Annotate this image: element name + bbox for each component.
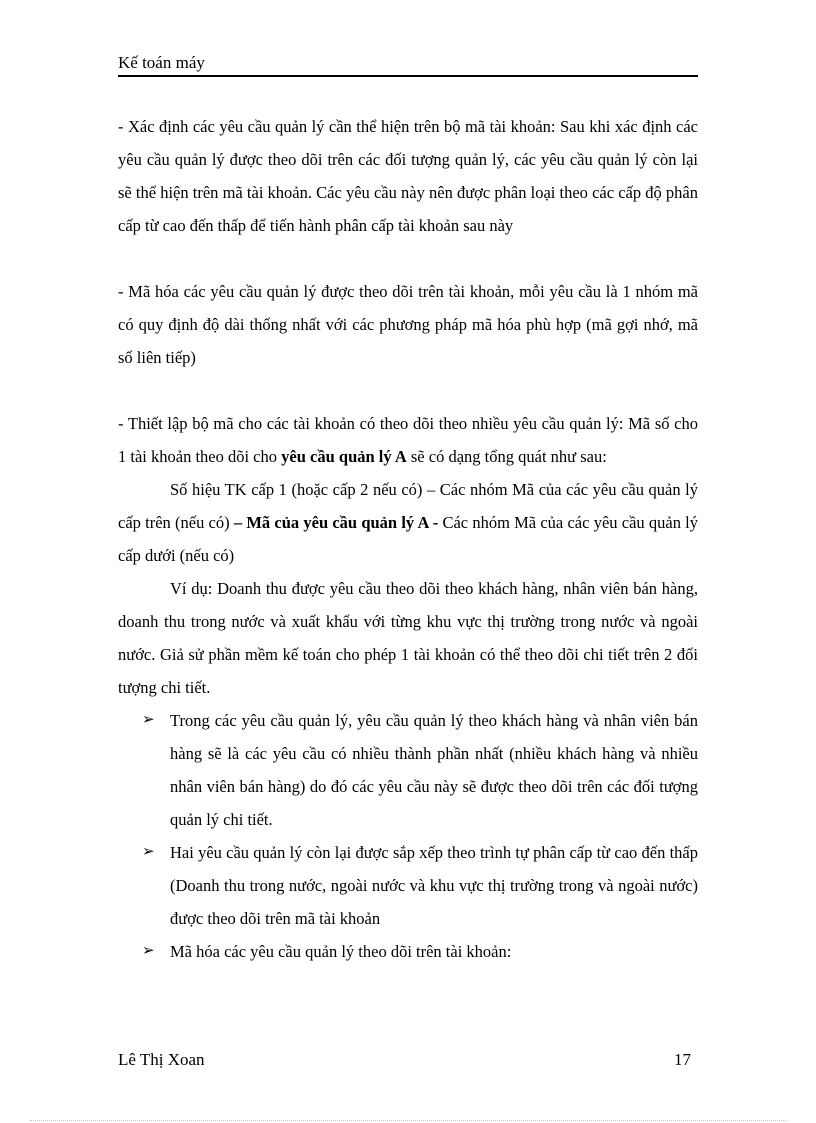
list-item-text: Hai yêu cầu quản lý còn lại được sắp xếp theo trình tự phân cấp từ cao đến thấp (Doanh thu trong nước, ngoài nước và khu vực thị trường trong và ngoài nước) được theo dõi trên mã tài khoản [170, 843, 698, 928]
page-header [118, 52, 698, 78]
arrow-bullet-icon: ➢ [142, 712, 155, 728]
list-item [118, 935, 698, 968]
footer-page-number: 17 [674, 1050, 691, 1069]
arrow-bullet-icon: ➢ [142, 943, 155, 959]
paragraph-encode-requirements: - Mã hóa các yêu cầu quản lý được theo dõi trên tài khoản, mỗi yêu cầu là 1 nhóm mã có quy định độ dài thống nhất với các phương pháp mã hóa phù hợp (mã gợi nhớ, mã số liên tiếp) [118, 282, 698, 367]
paragraph-define-requirements: - Xác định các yêu cầu quản lý cần thể hiện trên bộ mã tài khoản: Sau khi xác định các yêu cầu quản lý được theo dõi trên các đối tượng quản lý, các yêu cầu quản lý còn lại sẽ thể hiện trên mã tài khoản. Các yêu cầu này nên được phân loại theo các cấp độ phân cấp từ cao đến thấp để tiến hành phân cấp tài khoản sau này [118, 117, 698, 235]
list-item [118, 704, 698, 836]
bold-text-run: yêu cầu quản lý A [281, 447, 407, 466]
arrow-bullet-icon: ➢ [142, 844, 155, 860]
paragraph-setup-codes [118, 407, 698, 473]
list-item-text: Mã hóa các yêu cầu quản lý theo dõi trên tài khoản: [170, 942, 512, 961]
paragraph-code-structure [118, 473, 698, 572]
text-run: Các nhóm Mã của các yêu cầu quản lý cấp dưới (nếu có) [118, 513, 699, 565]
header-title: Kế toán máy [118, 53, 205, 72]
text-run: - Thiết lập bộ mã cho các tài khoản có theo dõi theo nhiều yêu cầu quản lý: Mã số cho 1 tài khoản theo dõi cho [118, 414, 698, 466]
page-bottom-edge [30, 1120, 786, 1121]
page-body [118, 110, 698, 968]
list-item-text: Trong các yêu cầu quản lý, yêu cầu quản lý theo khách hàng và nhân viên bán hàng sẽ là các yêu cầu có nhiều thành phần nhất (nhiều khách hàng và nhiều nhân viên bán hàng) do đó các yêu cầu này sẽ được theo dõi trên các đối tượng quản lý chi tiết. [170, 711, 698, 829]
text-run: Số hiệu TK cấp 1 (hoặc cấp 2 nếu có) – Các nhóm Mã của các yêu cầu quản lý cấp trên (nếu có) [118, 480, 698, 532]
footer-author: Lê Thị Xoan [118, 1050, 205, 1069]
paragraph-example: Ví dụ: Doanh thu được yêu cầu theo dõi theo khách hàng, nhân viên bán hàng, doanh thu trong nước và xuất khẩu với từng khu vực thị trường trong nước và ngoài nước. Giả sử phần mềm kế toán cho phép 1 tài khoản có thể theo dõi chi tiết trên 2 đối tượng chi tiết. [118, 579, 698, 697]
header-divider [118, 75, 698, 77]
list-item [118, 836, 698, 935]
text-run: sẽ có dạng tổng quát như sau: [406, 447, 607, 466]
bullet-list [118, 704, 698, 968]
bold-text-run: – Mã của yêu cầu quản lý A - [233, 513, 439, 532]
